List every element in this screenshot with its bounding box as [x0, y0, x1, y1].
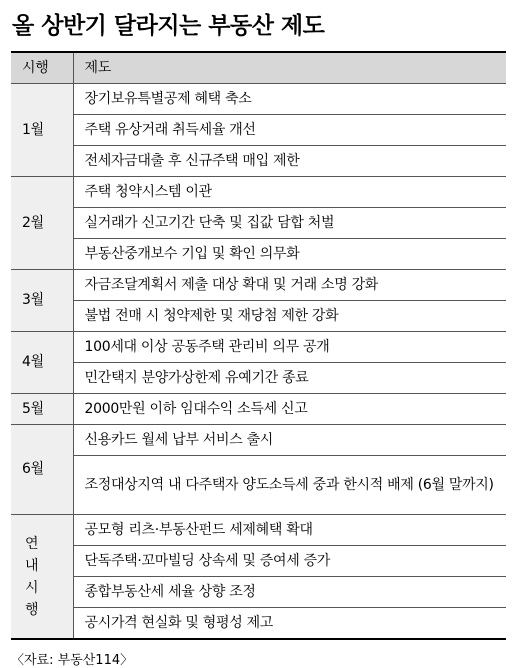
policy-cell: 공시가격 현실화 및 형평성 제고: [73, 608, 506, 639]
period-cell: 2월: [11, 177, 73, 270]
policy-cell: 자금조달계획서 제출 대상 확대 및 거래 소명 강화: [73, 270, 506, 301]
table-row: [11, 115, 506, 146]
period-cell: 5월: [11, 394, 73, 425]
source-note: 〈자료: 부동산114〉: [11, 653, 134, 668]
table-row: [11, 608, 506, 639]
table-row: [11, 425, 506, 456]
policy-cell: 실거래가 신고기간 단축 및 집값 담합 처벌: [73, 208, 506, 239]
table-row: [11, 177, 506, 208]
policy-cell: 종합부동산세 세율 상향 조정: [73, 577, 506, 608]
policy-cell: 장기보유특별공제 혜택 축소: [73, 84, 506, 115]
table-row: [11, 546, 506, 577]
policy-table: [11, 53, 506, 639]
table-row: [11, 208, 506, 239]
period-cell: 1월: [11, 84, 73, 177]
column-header-policy: 제도: [73, 53, 506, 84]
policy-cell: 조정대상지역 내 다주택자 양도소득세 중과 한시적 배제 (6월 말까지): [73, 456, 506, 515]
policy-cell: 공모형 리츠·부동산펀드 세제혜택 확대: [73, 515, 506, 546]
policy-cell: 100세대 이상 공동주택 관리비 의무 공개: [73, 332, 506, 363]
table-header-row: [11, 53, 506, 84]
policy-cell: 신용카드 월세 납부 서비스 출시: [73, 425, 506, 456]
policy-cell: 전세자금대출 후 신규주택 매입 제한: [73, 146, 506, 177]
table-row: [11, 577, 506, 608]
policy-cell: 주택 청약시스템 이관: [73, 177, 506, 208]
period-cell: 4월: [11, 332, 73, 394]
table-row: [11, 456, 506, 515]
policy-cell: 민간택지 분양가상한제 유예기간 종료: [73, 363, 506, 394]
policy-cell: 불법 전매 시 청약제한 및 재당첨 제한 강화: [73, 301, 506, 332]
policy-cell: 단독주택·꼬마빌딩 상속세 및 증여세 증가: [73, 546, 506, 577]
table-bottom-rule: [11, 638, 506, 640]
table-row: [11, 363, 506, 394]
table-row: [11, 394, 506, 425]
table-row: [11, 332, 506, 363]
policy-cell: 부동산중개보수 기입 및 확인 의무화: [73, 239, 506, 270]
table-row: [11, 515, 506, 546]
period-cell: 6월: [11, 425, 73, 515]
period-cell: 연 내 시 행: [11, 515, 73, 639]
table-row: [11, 84, 506, 115]
period-cell: 3월: [11, 270, 73, 332]
policy-cell: 2000만원 이하 임대수익 소득세 신고: [73, 394, 506, 425]
table-row: [11, 146, 506, 177]
policy-cell: 주택 유상거래 취득세율 개선: [73, 115, 506, 146]
page-title: 올 상반기 달라지는 부동산 제도: [12, 13, 325, 39]
table-row: [11, 239, 506, 270]
column-header-period: 시행: [11, 53, 73, 84]
table-row: [11, 270, 506, 301]
table-row: [11, 301, 506, 332]
